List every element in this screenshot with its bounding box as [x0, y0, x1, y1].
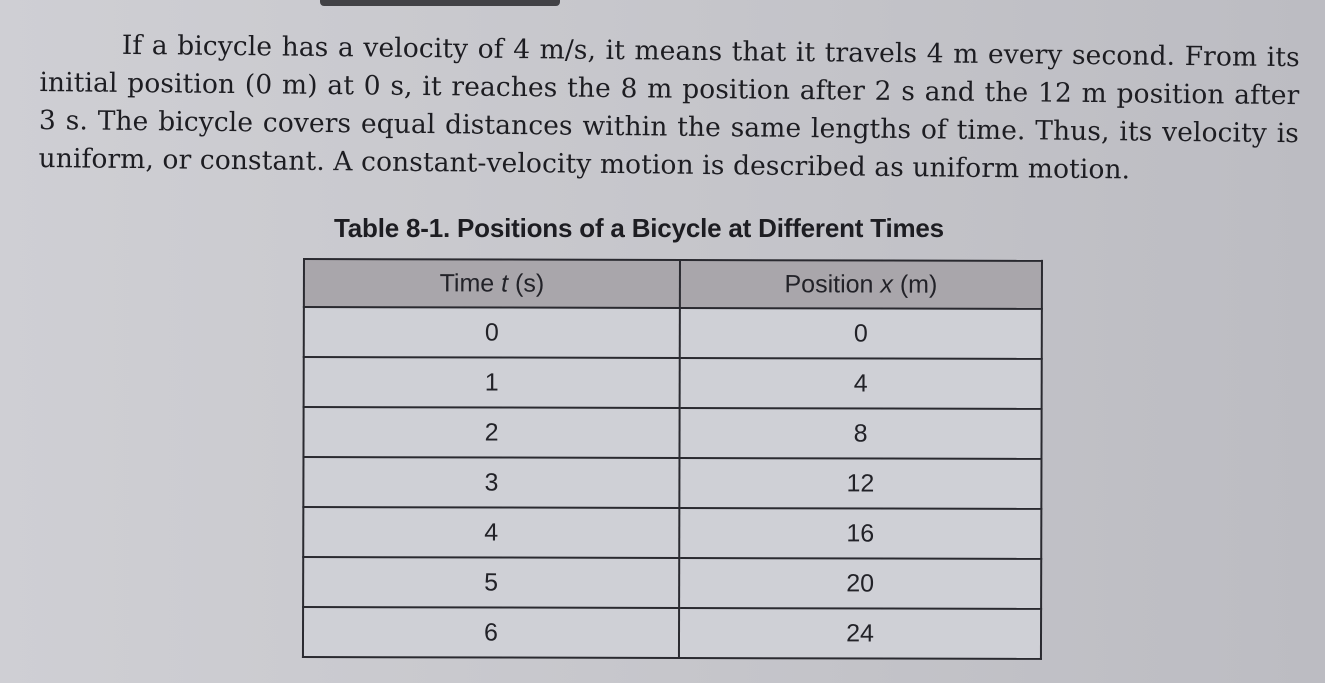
- table-row: [304, 307, 1042, 359]
- time-cell: 4: [303, 507, 679, 558]
- table-row: [303, 457, 1041, 509]
- table-header-row: [304, 259, 1042, 309]
- position-cell: 20: [679, 558, 1041, 609]
- position-time-table: [302, 258, 1043, 660]
- table-row: [304, 357, 1042, 409]
- body-paragraph: If a bicycle has a velocity of 4 m/s, it means that it travels 4 m every second. From its initial position (0 m) at 0 s, it reaches the 8 m position after 2 s and the 12 m position after 3 s. The bicycle covers equal distances within the same lengths of time. Thus, its velocity is uniform, or constant. A constant-velocity motion is described as uniform motion.: [38, 29, 1300, 186]
- time-cell: 2: [303, 407, 679, 458]
- table-row: [303, 557, 1041, 609]
- table-row: [303, 507, 1041, 559]
- time-cell: 5: [303, 557, 679, 608]
- time-cell: 3: [303, 457, 679, 508]
- time-cell: 0: [304, 307, 680, 358]
- position-cell: 0: [680, 308, 1042, 359]
- position-cell: 8: [679, 408, 1041, 459]
- time-cell: 6: [303, 607, 679, 658]
- position-cell: 12: [679, 458, 1041, 509]
- position-cell: 16: [679, 508, 1041, 559]
- position-cell: 4: [680, 358, 1042, 409]
- table-title: Table 8-1. Positions of a Bicycle at Different Times: [334, 213, 944, 243]
- table-row: [303, 607, 1041, 659]
- time-cell: 1: [304, 357, 680, 408]
- time-column-header: Time t (s): [304, 259, 680, 308]
- table-row: [303, 407, 1041, 459]
- cut-off-heading: [320, 0, 560, 6]
- position-cell: 24: [679, 608, 1041, 659]
- position-column-header: Position x (m): [680, 260, 1042, 309]
